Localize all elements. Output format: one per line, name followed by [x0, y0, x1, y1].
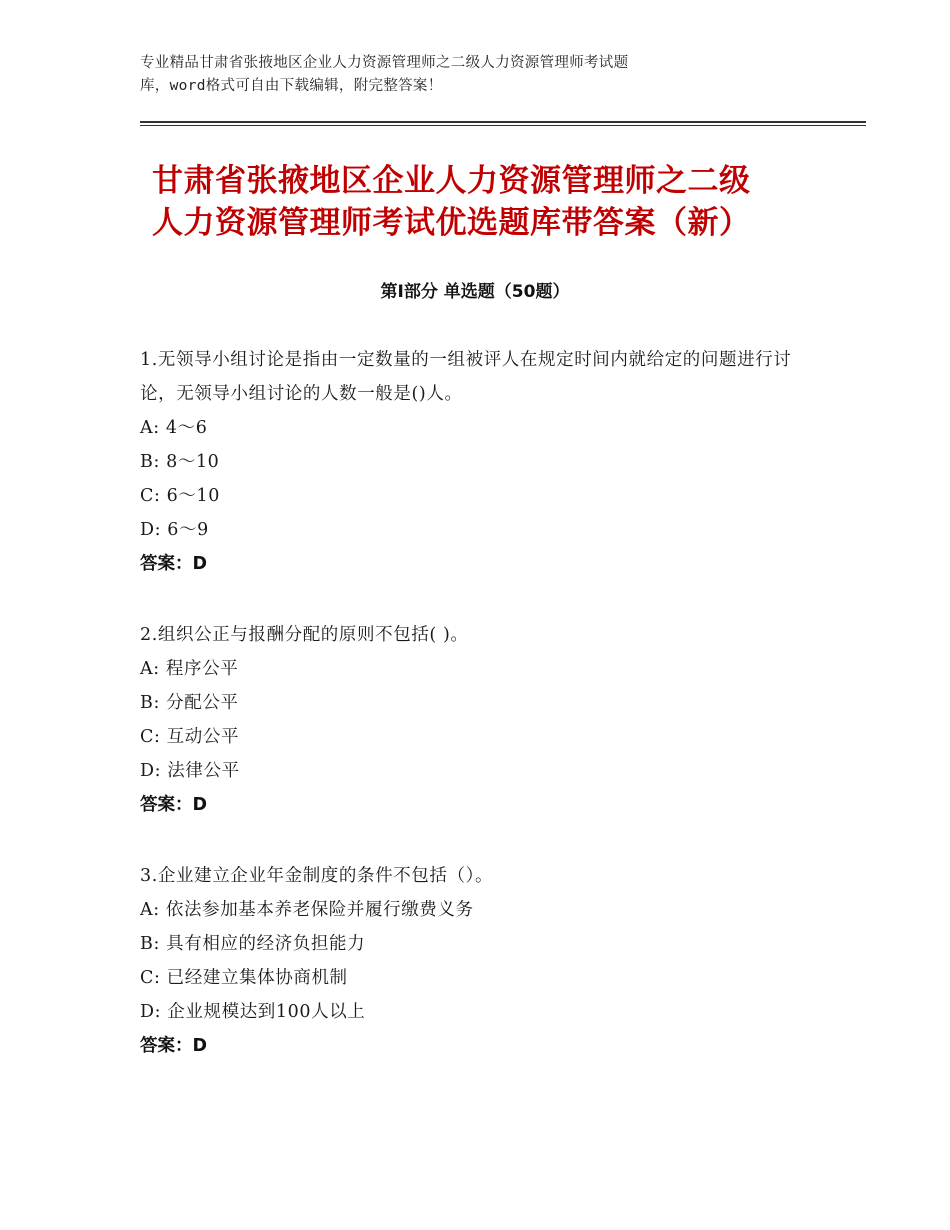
- header-note-line1: 专业精品甘肃省张掖地区企业人力资源管理师之二级人力资源管理师考试题: [140, 55, 629, 71]
- question-2: [140, 618, 820, 822]
- option-d: D: 企业规模达到100人以上: [140, 1002, 366, 1022]
- option-c: C: 互动公平: [140, 727, 240, 747]
- option-a: A: 4～6: [140, 418, 208, 438]
- header-note-line2: 库，word格式可自由下载编辑，附完整答案！: [140, 78, 443, 94]
- option-b: B: 8～10: [140, 452, 220, 472]
- option-a: A: 程序公平: [140, 659, 239, 679]
- question-stem: 2.组织公正与报酬分配的原则不包括( )。: [140, 625, 469, 645]
- answer: 答案：D: [140, 554, 208, 574]
- header-note: [140, 52, 780, 98]
- document-title: [152, 160, 852, 244]
- question-1: [140, 343, 820, 581]
- section-title: 第Ⅰ部分 单选题（50题）: [380, 282, 570, 302]
- option-c: C: 已经建立集体协商机制: [140, 968, 348, 988]
- answer: 答案：D: [140, 1036, 208, 1056]
- option-c: C: 6～10: [140, 486, 220, 506]
- option-a: A: 依法参加基本养老保险并履行缴费义务: [140, 900, 474, 920]
- document-title-line2: 人力资源管理师考试优选题库带答案（新）: [152, 205, 751, 241]
- option-b: B: 具有相应的经济负担能力: [140, 934, 366, 954]
- header-divider: [140, 121, 866, 126]
- option-b: B: 分配公平: [140, 693, 239, 713]
- option-d: D: 6～9: [140, 520, 209, 540]
- question-list: [140, 343, 820, 1100]
- question-stem: 3.企业建立企业年金制度的条件不包括（）。: [140, 866, 494, 886]
- option-d: D: 法律公平: [140, 761, 240, 781]
- document-title-line1: 甘肃省张掖地区企业人力资源管理师之二级: [152, 163, 751, 199]
- answer: 答案：D: [140, 795, 208, 815]
- question-3: [140, 859, 820, 1063]
- question-stem: 1.无领导小组讨论是指由一定数量的一组被评人在规定时间内就给定的问题进行讨论，无领导小组讨论的人数一般是()人。: [140, 350, 792, 404]
